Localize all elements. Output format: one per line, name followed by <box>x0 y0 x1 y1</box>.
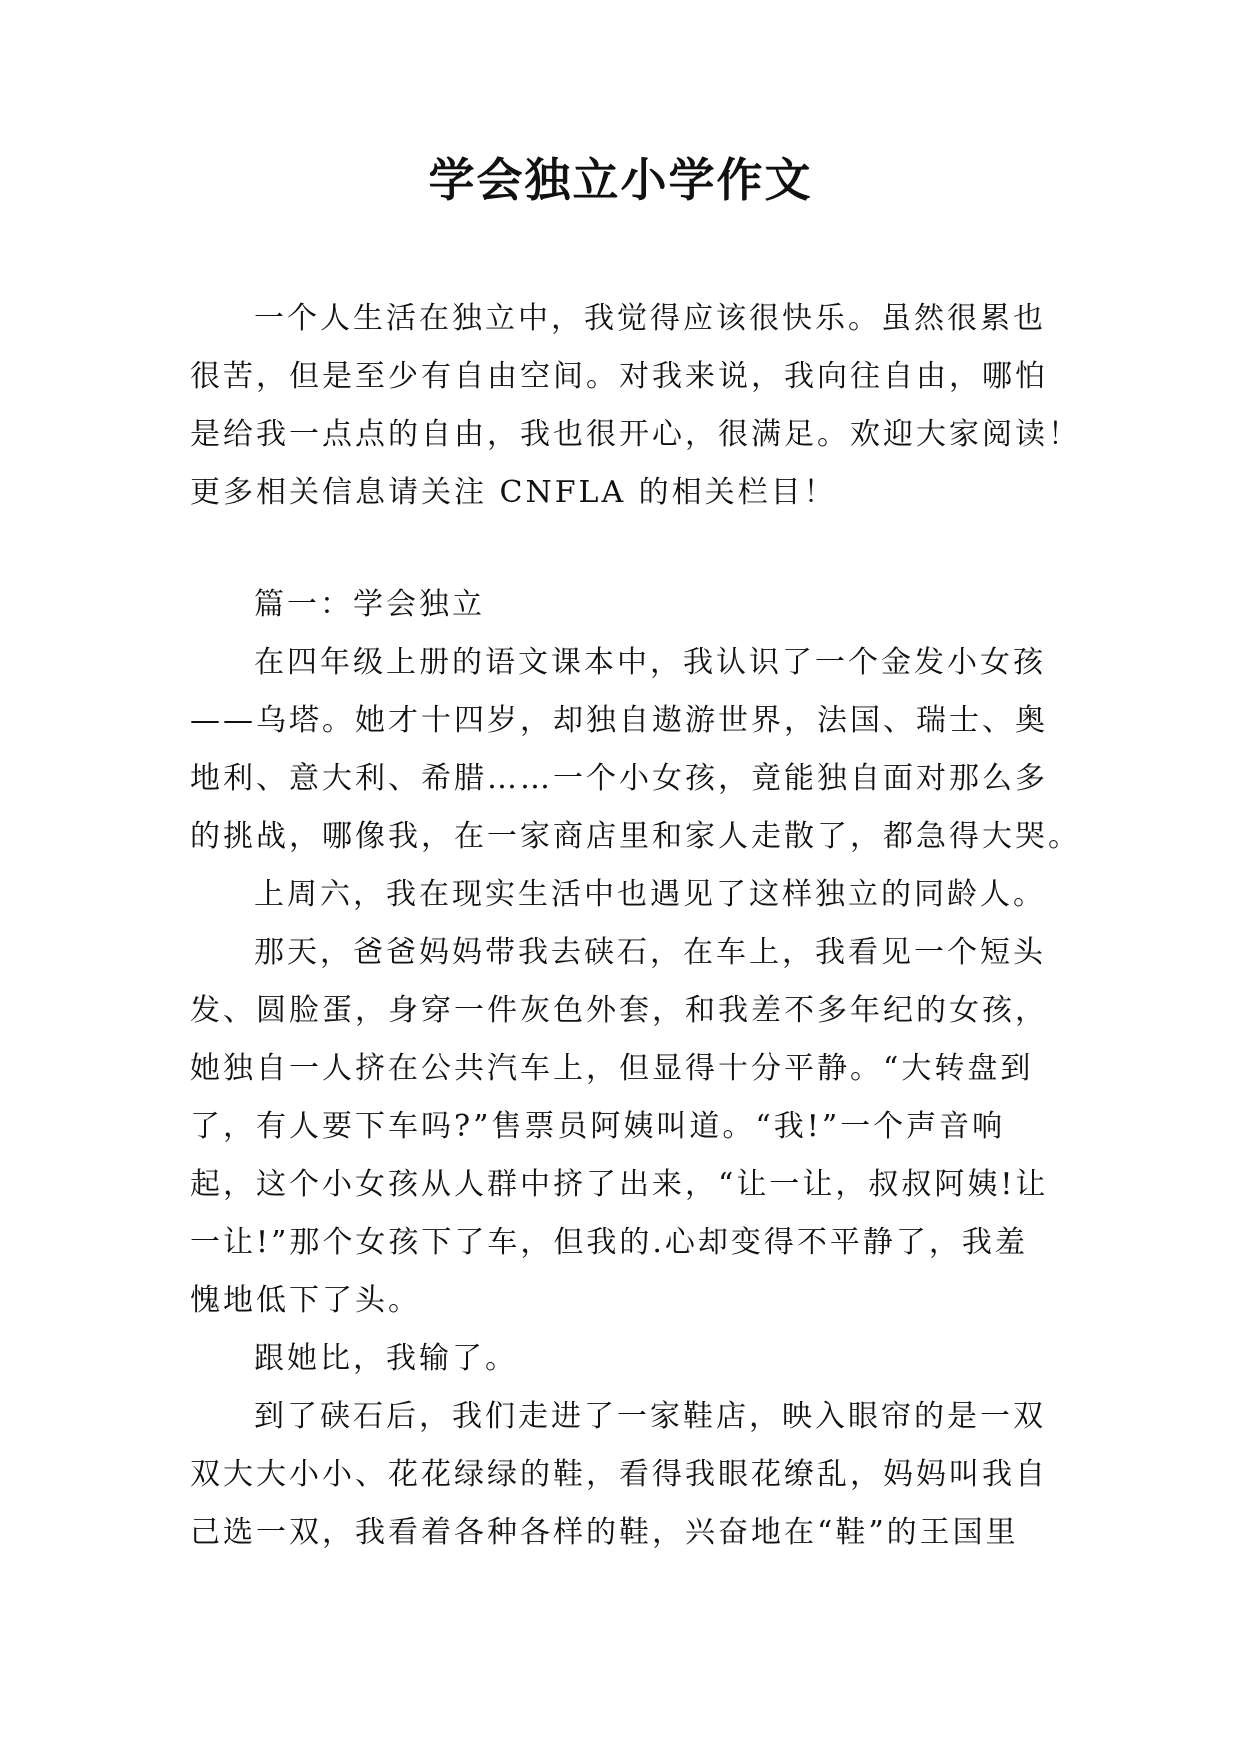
article-body <box>190 576 1081 1562</box>
paragraph-line: 愧地低下了头。 <box>190 1283 421 1318</box>
paragraph-line: 在四年级上册的语文课本中，我认识了一个金发小女孩 <box>254 645 1046 680</box>
paragraph <box>190 1388 1060 1562</box>
paragraph-line: 了，有人要下车吗?”售票员阿姨叫道。“我!”一个声音响 <box>190 1109 1006 1144</box>
paragraph-line: 发、圆脸蛋，身穿一件灰色外套，和我差不多年纪的女孩， <box>190 993 1048 1028</box>
paragraph <box>190 1330 1060 1388</box>
paragraph <box>190 866 1060 924</box>
paragraph-line: 起，这个小女孩从人群中挤了出来，“让一让，叔叔阿姨!让 <box>190 1167 1049 1202</box>
paragraph-line: ——乌塔。她才十四岁，却独自遨游世界，法国、瑞士、奥 <box>190 703 1048 738</box>
document-title: 学会独立小学作文 <box>428 153 813 207</box>
paragraph-line: 的挑战，哪像我，在一家商店里和家人走散了，都急得大哭。 <box>190 819 1081 854</box>
intro-line: 是给我一点点的自由，我也很开心，很满足。欢迎大家阅读！ <box>190 417 1081 452</box>
intro-line: 很苦，但是至少有自由空间。对我来说，我向往自由，哪怕 <box>190 359 1048 394</box>
paragraph-line: 地利、意大利、希腊……一个小女孩，竟能独自面对那么多 <box>190 761 1048 796</box>
paragraph-line: 一让!”那个女孩下了车，但我的.心却变得不平静了，我羞 <box>190 1225 1028 1260</box>
paragraph-line: 到了硖石后，我们走进了一家鞋店，映入眼帘的是一双 <box>254 1399 1046 1434</box>
paragraph <box>190 634 1081 866</box>
intro-line: 一个人生活在独立中，我觉得应该很快乐。虽然很累也 <box>254 301 1046 336</box>
paragraph-line: 跟她比，我输了。 <box>254 1341 518 1376</box>
paragraph-line: 那天，爸爸妈妈带我去硖石，在车上，我看见一个短头 <box>254 935 1046 970</box>
paragraph-line: 她独自一人挤在公共汽车上，但显得十分平静。“大转盘到 <box>190 1051 1034 1086</box>
paragraph-line: 双大大小小、花花绿绿的鞋，看得我眼花缭乱，妈妈叫我自 <box>190 1457 1048 1492</box>
paragraph-line: 己选一双，我看着各种各样的鞋，兴奋地在“鞋”的王国里 <box>190 1515 1019 1550</box>
intro-line: 更多相关信息请关注 CNFLA 的相关栏目！ <box>190 475 837 510</box>
intro-paragraph <box>190 290 1081 522</box>
paragraph <box>190 924 1060 1330</box>
paragraph-line: 上周六，我在现实生活中也遇见了这样独立的同龄人。 <box>254 877 1046 912</box>
section-heading: 篇一：学会独立 <box>254 587 485 622</box>
